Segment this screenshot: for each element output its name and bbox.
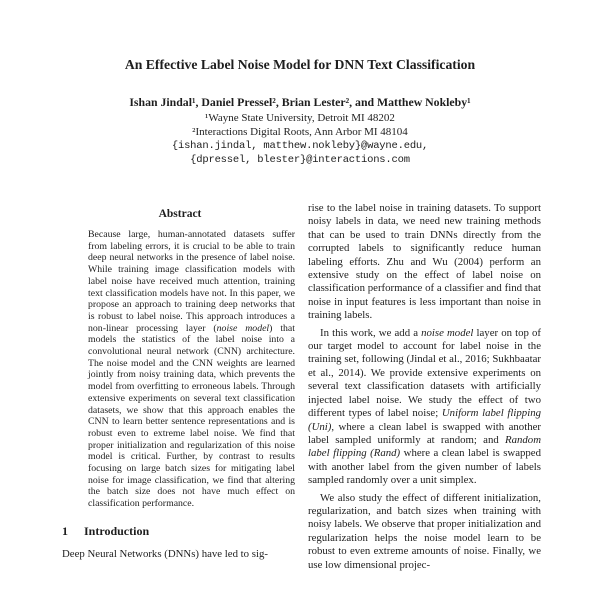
abstract-body: Because large, human-annotated datasets suffer from labeling errors, it is crucial to be able to train deep neural networks in the presence of label noise. While training image classification models with label noise have received much attention, training text classification models have not. In this paper, we propose an approach to training deep networks that is robust to label noise. This approach introduces a non-linear processing layer (noise model) that models the statistics of the label noise into a convolutional neural network (CNN) architecture. The noise model and the CNN weights are learned jointly from noisy training data, which prevents the model from overfitting to erroneous labels. Through extensive experiments on several text classification datasets, we show that this approach enables the CNN to learn better sentence representations and is robust even to extreme label noise. We find that proper initialization and regularization of this noise model is critical. Further, by contrast to results focusing on large batch sizes for mitigating label noise for image classification, we find that altering the batch size does not have much effect on classification performance.: [88, 229, 296, 510]
section-number: 1: [62, 523, 68, 538]
body-paragraph-1: rise to the label noise in training datasets. To support noisy labels in data, we need new training methods that can be used to train DNNs directly from the corrupted labels to significantly reduce human labeling efforts. Zhu and Wu (2004) perform an extensive study on the effect of label noise on classification performance of a classifier and find that noise in input features is less important than noise in training labels.: [308, 202, 541, 322]
intro-first-paragraph: Deep Neural Networks (DNNs) have led to sig-: [62, 547, 268, 560]
affiliation-line-2: ²Interactions Digital Roots, Ann Arbor MI 48104: [192, 126, 408, 138]
right-column: [308, 202, 541, 572]
section-title: Introduction: [84, 523, 150, 538]
paper-title: An Effective Label Noise Model for DNN Text Classification: [124, 57, 476, 72]
section-1-heading: [62, 524, 298, 539]
left-column: [62, 202, 298, 561]
affiliation-line-1: ¹Wayne State University, Detroit MI 48202: [205, 112, 395, 124]
body-paragraph-2: In this work, we add a noise model layer on top of our target model to account for label noise in the training set, following (Jindal et al., 2016; Sukhbaatar et al., 2014). We provide extensive experiments on several text classification datasets with artificially injected label noise. We study the effect of two different types of label noise; Uniform label flipping (Uni), where a clean label is swapped with another label sampled uniformly at random; and Random label flipping (Rand) where a clean label is swapped with another label from the given number of labels sampled randomly over a unit simplex.: [308, 326, 542, 487]
email-line-2: {dpressel, blester}@interactions.com: [190, 154, 410, 166]
author-line: Ishan Jindal¹, Daniel Pressel², Brian Lester², and Matthew Nokleby¹: [129, 95, 471, 109]
body-paragraph-3: We also study the effect of different initialization, regularization, and batch sizes when training with noisy labels. We observe that proper initialization and regularization helps the noise model learn to be robust to even extreme amounts of noise. Finally, we use low dimensional projec-: [308, 491, 541, 571]
email-line-1: {ishan.jindal, matthew.nokleby}@wayne.edu,: [171, 140, 429, 152]
abstract-heading: Abstract: [158, 208, 202, 220]
